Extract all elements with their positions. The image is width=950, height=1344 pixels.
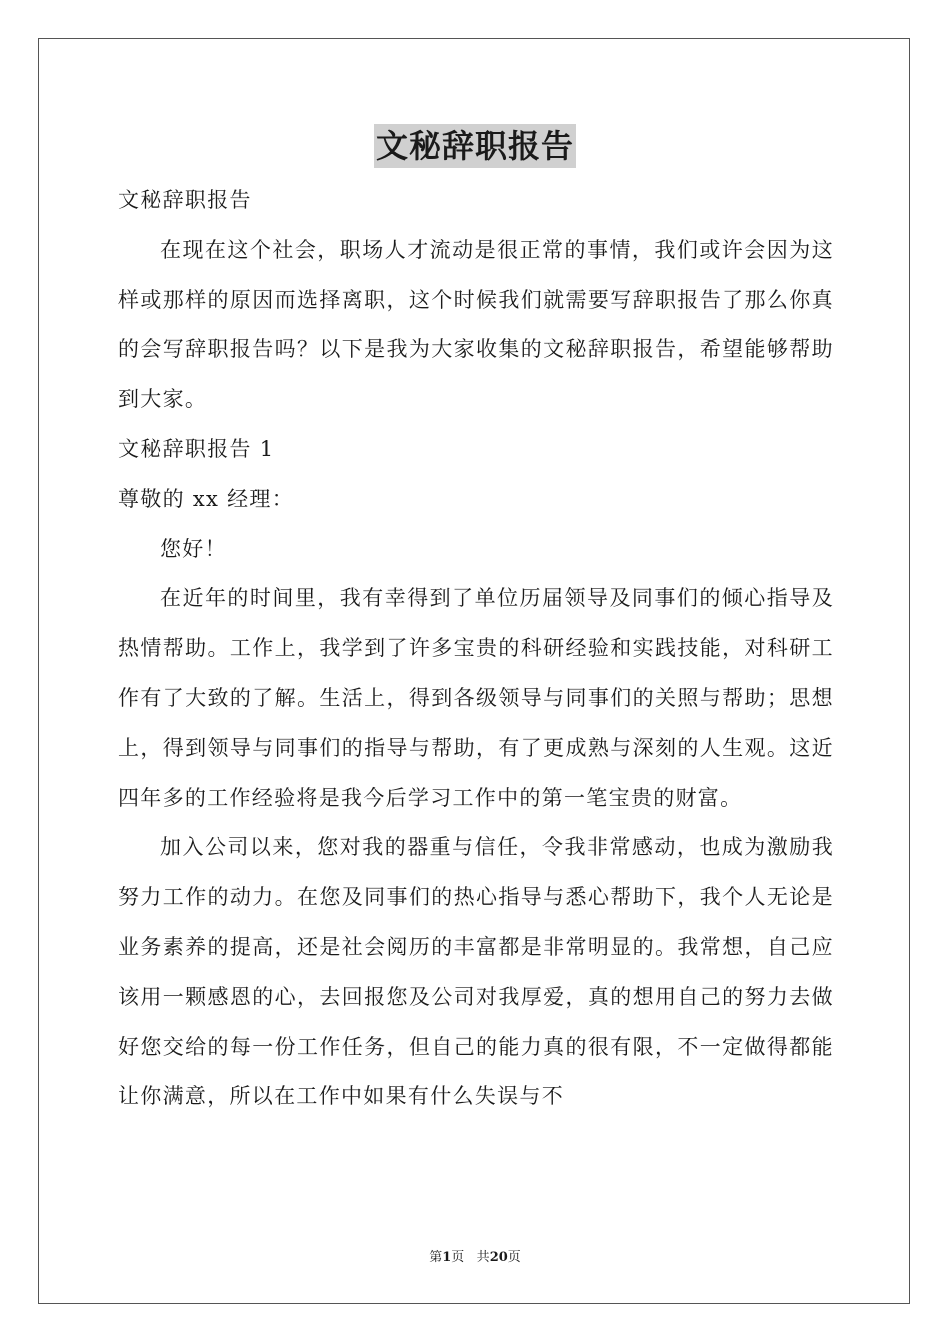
paragraph-body-1: 在近年的时间里，我有幸得到了单位历届领导及同事们的倾心指导及热情帮助。工作上，我学到了许多宝贵的科研经验和实践技能，对科研工作有了大致的了解。生活上，得到各级领导与同事们的关照与帮助；思想上，得到领导与同事们的指导与帮助，有了更成熟与深刻的人生观。这近四年多的工作经验将是我今后学习工作中的第一笔宝贵的财富。	[118, 586, 834, 810]
paragraph-subheading: 文秘辞职报告 1	[118, 436, 275, 461]
page-footer	[0, 1246, 950, 1265]
document-body	[118, 176, 834, 1122]
paragraph-intro: 在现在这个社会，职场人才流动是很正常的事情，我们或许会因为这样或那样的原因而选择离职，这个时候我们就需要写辞职报告了那么你真的会写辞职报告吗？以下是我为大家收集的文秘辞职报告，希望能够帮助到大家。	[118, 237, 834, 412]
paragraph-heading: 文秘辞职报告	[118, 188, 252, 212]
paragraph-body-2: 加入公司以来，您对我的器重与信任，令我非常感动，也成为激励我努力工作的动力。在您及同事们的热心指导与悉心帮助下，我个人无论是业务素养的提高，还是社会阅历的丰富都是非常明显的。我常想，自己应该用一颗感恩的心，去回报您及公司对我厚爱，真的想用自己的努力去做好您交给的每一份工作任务，但自己的能力真的很有限，不一定做得都能让你满意，所以在工作中如果有什么失误与不	[118, 835, 834, 1109]
paragraph-greeting: 您好！	[160, 536, 227, 561]
total-suffix: 页	[507, 1250, 521, 1265]
total-pages: 20	[489, 1250, 508, 1265]
paragraph-salutation: 尊敬的 xx 经理：	[118, 486, 295, 511]
page-number: 1	[442, 1250, 452, 1265]
total-prefix: 共	[476, 1250, 490, 1265]
page-suffix: 页	[451, 1250, 465, 1265]
page-prefix: 第	[429, 1250, 443, 1265]
title-wrap	[0, 124, 950, 168]
document-title: 文秘辞职报告	[374, 124, 576, 168]
